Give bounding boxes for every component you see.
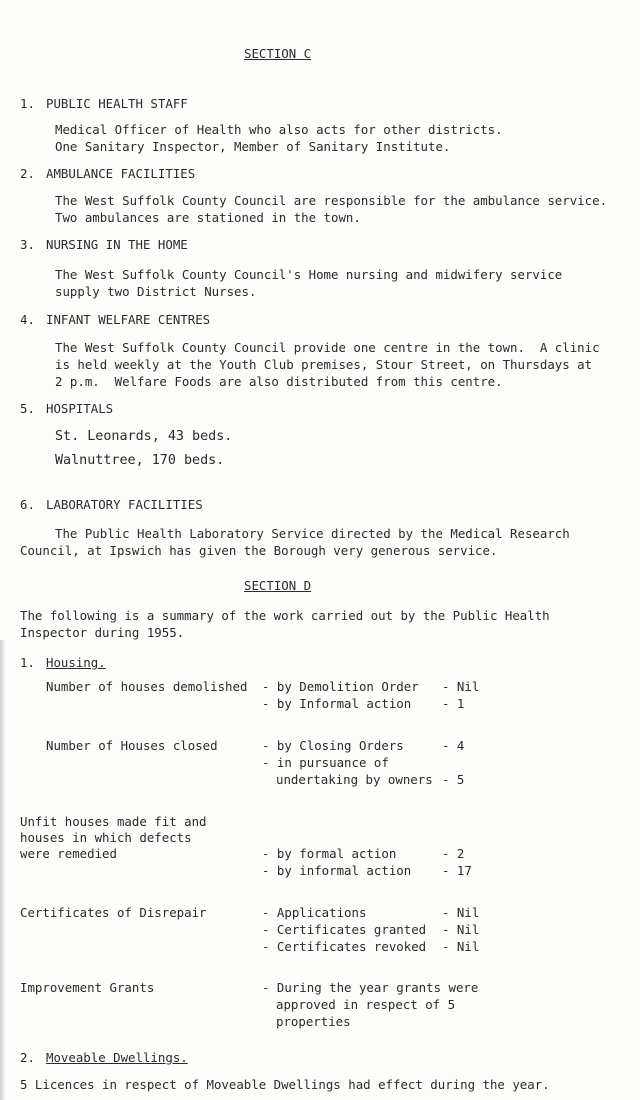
unfit-label-line-2: houses in which defects — [20, 830, 192, 845]
section-d-intro-line-2: Inspector during 1955. — [20, 625, 185, 640]
section-c-title: SECTION C — [244, 46, 312, 61]
section-d-title: SECTION D — [244, 578, 312, 593]
item-4-line-3: 2 p.m. Welfare Foods are also distributed from this centre. — [55, 374, 503, 389]
disrepair-row-1-desc: - Applications — [262, 905, 367, 920]
item-3-number: 3. — [20, 237, 35, 252]
moveable-heading: Moveable Dwellings. — [46, 1050, 188, 1065]
item-5-number: 5. — [20, 401, 35, 416]
disrepair-row-2-desc: - Certificates granted — [262, 922, 427, 937]
item-6-heading: LABORATORY FACILITIES — [46, 497, 203, 512]
item-3-heading: NURSING IN THE HOME — [46, 237, 188, 252]
closed-row-2-desc: - in pursuance of — [262, 755, 389, 770]
item-6-line-1: The Public Health Laboratory Service directed by the Medical Research — [55, 526, 570, 541]
closed-row-1-value: - 4 — [442, 738, 465, 753]
item-2-number: 2. — [20, 166, 35, 181]
demolished-row-2-desc: - by Informal action — [262, 696, 412, 711]
unfit-row-2-value: - 17 — [442, 863, 472, 878]
item-4-line-2: is held weekly at the Youth Club premises, Stour Street, on Thursdays at — [55, 357, 593, 372]
closed-row-3-value: - 5 — [442, 772, 465, 787]
unfit-row-2-desc: - by informal action — [262, 863, 412, 878]
disrepair-row-3-desc: - Certificates revoked — [262, 939, 427, 954]
section-d-intro-line-1: The following is a summary of the work carried out by the Public Health — [20, 608, 550, 623]
item-5-line-1: St. Leonards, 43 beds. — [55, 429, 233, 444]
closed-row-3-desc: undertaking by owners — [276, 772, 433, 787]
demolished-row-2-value: - 1 — [442, 696, 465, 711]
item-5-heading: HOSPITALS — [46, 401, 114, 416]
page-edge-shadow — [0, 640, 6, 1100]
item-2-line-1: The West Suffolk County Council are responsible for the ambulance service. — [55, 193, 608, 208]
disrepair-row-3-value: - Nil — [442, 939, 480, 954]
grants-line-1: - During the year grants were — [262, 980, 479, 995]
grants-label: Improvement Grants — [20, 980, 155, 995]
unfit-label-line-3: were remedied — [20, 846, 117, 861]
moveable-text: 5 Licences in respect of Moveable Dwellings had effect during the year. — [20, 1077, 550, 1092]
unfit-row-1-value: - 2 — [442, 846, 465, 861]
item-3-line-1: The West Suffolk County Council's Home nursing and midwifery service — [55, 267, 563, 282]
item-4-line-1: The West Suffolk County Council provide one centre in the town. A clinic — [55, 340, 600, 355]
housing-heading: Housing. — [46, 655, 106, 670]
grants-line-3: properties — [276, 1014, 351, 1029]
item-2-line-2: Two ambulances are stationed in the town. — [55, 210, 361, 225]
item-3-line-2: supply two District Nurses. — [55, 284, 257, 299]
item-6-number: 6. — [20, 497, 35, 512]
item-5-line-2: Walnuttree, 170 beds. — [55, 453, 225, 468]
disrepair-label: Certificates of Disrepair — [20, 905, 207, 920]
disrepair-row-1-value: - Nil — [442, 905, 480, 920]
disrepair-row-2-value: - Nil — [442, 922, 480, 937]
item-1-number: 1. — [20, 96, 35, 111]
demolished-label: Number of houses demolished — [46, 679, 248, 694]
item-6-line-2: Council, at Ipswich has given the Borough very generous service. — [20, 543, 498, 558]
demolished-row-1-value: - Nil — [442, 679, 480, 694]
item-1-line-2: One Sanitary Inspector, Member of Sanitary Institute. — [55, 139, 451, 154]
item-4-heading: INFANT WELFARE CENTRES — [46, 312, 211, 327]
demolished-row-1-desc: - by Demolition Order — [262, 679, 419, 694]
moveable-number: 2. — [20, 1050, 35, 1065]
closed-label: Number of Houses closed — [46, 738, 218, 753]
item-4-number: 4. — [20, 312, 35, 327]
item-1-line-1: Medical Officer of Health who also acts for other districts. — [55, 122, 503, 137]
closed-row-1-desc: - by Closing Orders — [262, 738, 404, 753]
housing-number: 1. — [20, 655, 35, 670]
grants-line-2: approved in respect of 5 — [276, 997, 456, 1012]
unfit-label-line-1: Unfit houses made fit and — [20, 814, 207, 829]
unfit-row-1-desc: - by formal action — [262, 846, 397, 861]
item-1-heading: PUBLIC HEALTH STAFF — [46, 96, 188, 111]
item-2-heading: AMBULANCE FACILITIES — [46, 166, 196, 181]
